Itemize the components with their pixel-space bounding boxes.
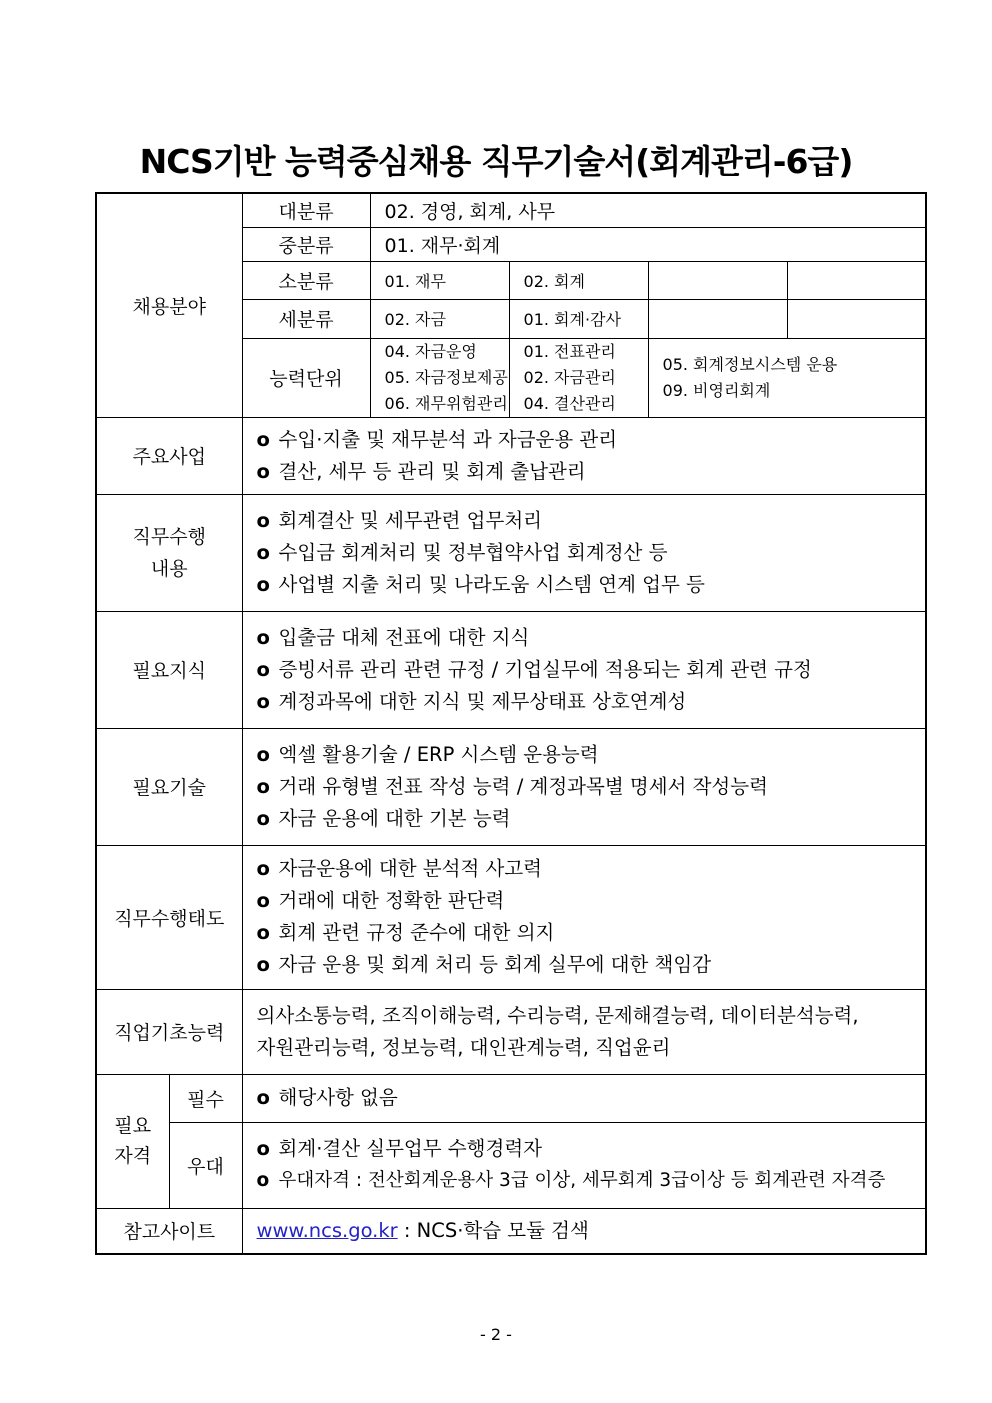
bullet-icon: o xyxy=(256,742,270,766)
reference-label: 참고사이트 xyxy=(96,1208,242,1254)
bullet-icon: o xyxy=(256,921,270,944)
bullet-icon: o xyxy=(256,774,270,798)
detail-value-2: 01. 회계·감사 xyxy=(509,299,648,338)
minor-empty-1 xyxy=(648,261,787,299)
list-item: o 회계·결산 실무업무 수행경력자 xyxy=(257,1133,916,1165)
page-number: - 2 - xyxy=(480,1325,512,1344)
minor-empty-2 xyxy=(787,261,926,299)
unit-item: 06. 재무위험관리 xyxy=(384,393,508,413)
ncs-link[interactable]: www.ncs.go.kr xyxy=(256,1218,398,1242)
unit-item: 02. 자금관리 xyxy=(523,367,616,387)
bullet-icon: o xyxy=(256,1086,270,1109)
required-list xyxy=(242,1074,926,1122)
list-item: o 우대자격 : 전산회계운용사 3급 이상, 세무회계 3급이상 등 회계관련 자격증 xyxy=(257,1165,916,1197)
list-item: o 거래 유형별 전표 작성 능력 / 계정과목별 명세서 작성능력 xyxy=(257,771,916,803)
major-value: 02. 경영, 회계, 사무 xyxy=(370,193,926,227)
bullet-icon: o xyxy=(256,459,270,483)
unit-item: 04. 자금운영 xyxy=(384,341,477,361)
bullet-icon: o xyxy=(256,657,270,681)
list-item: o 결산, 세무 등 관리 및 회계 출납관리 xyxy=(257,456,916,488)
job-description-table xyxy=(95,192,927,1255)
skills-label: 필요기술 xyxy=(96,728,242,845)
minor-value-2: 02. 회계 xyxy=(509,261,648,299)
minor-value-1: 01. 재무 xyxy=(370,261,509,299)
attitude-label: 직무수행태도 xyxy=(96,845,242,989)
unit-item: 04. 결산관리 xyxy=(523,393,616,413)
bullet-icon: o xyxy=(256,427,270,451)
bullet-icon: o xyxy=(256,1170,270,1191)
basic-ability-label: 직업기초능력 xyxy=(96,989,242,1074)
list-item: o 자금 운용에 대한 기본 능력 xyxy=(257,803,916,835)
list-item: o 수입금 회계처리 및 정부협약사업 회계정산 등 xyxy=(257,537,916,569)
qualification-label: 필요 자격 xyxy=(96,1074,169,1208)
list-item: o 증빙서류 관리 관련 규정 / 기업실무에 적용되는 회계 관련 규정 xyxy=(257,654,916,686)
document-title: NCS기반 능력중심채용 직무기술서(회계관리-6급) xyxy=(139,142,853,181)
units-col-1 xyxy=(370,338,509,417)
major-label: 대분류 xyxy=(242,193,370,227)
required-label: 필수 xyxy=(169,1074,242,1122)
duties-label: 직무수행 내용 xyxy=(96,494,242,611)
reference-text: : NCS·학습 모듈 검색 xyxy=(397,1218,589,1242)
attitude-list xyxy=(242,845,926,989)
detail-empty-2 xyxy=(787,299,926,338)
bullet-icon: o xyxy=(256,953,270,976)
bullet-icon: o xyxy=(256,889,270,912)
detail-value-1: 02. 자금 xyxy=(370,299,509,338)
units-col-2 xyxy=(509,338,648,417)
bullet-icon: o xyxy=(256,625,270,649)
bullet-icon: o xyxy=(256,540,270,564)
middle-value: 01. 재무·회계 xyxy=(370,227,926,261)
list-item: o 수입·지출 및 재무분석 과 자금운용 관리 xyxy=(257,424,916,456)
minor-label: 소분류 xyxy=(242,261,370,299)
unit-item: 05. 회계정보시스템 운용 xyxy=(662,354,838,374)
unit-label: 능력단위 xyxy=(242,338,370,417)
bullet-icon: o xyxy=(256,508,270,532)
list-item: o 해당사항 없음 xyxy=(257,1082,916,1114)
unit-item: 05. 자금정보제공 xyxy=(384,367,508,387)
list-item: o 거래에 대한 정확한 판단력 xyxy=(257,885,916,917)
knowledge-label: 필요지식 xyxy=(96,611,242,728)
business-label: 주요사업 xyxy=(96,417,242,494)
list-item: o 입출금 대체 전표에 대한 지식 xyxy=(257,622,916,654)
detail-label: 세분류 xyxy=(242,299,370,338)
field-label: 채용분야 xyxy=(96,193,242,417)
duties-list xyxy=(242,494,926,611)
basic-ability-text: 의사소통능력, 조직이해능력, 수리능력, 문제해결능력, 데이터분석능력, 자원관리능력, 정보능력, 대인관계능력, 직업윤리 xyxy=(242,989,926,1074)
skills-list xyxy=(242,728,926,845)
list-item: o 계정과목에 대한 지식 및 제무상태표 상호연계성 xyxy=(257,686,916,718)
detail-empty-1 xyxy=(648,299,787,338)
knowledge-list xyxy=(242,611,926,728)
list-item: o 자금운용에 대한 분석적 사고력 xyxy=(257,853,916,885)
business-list xyxy=(242,417,926,494)
list-item: o 회계결산 및 세무관련 업무처리 xyxy=(257,505,916,537)
bullet-icon: o xyxy=(256,806,270,830)
preferred-list xyxy=(242,1122,926,1208)
list-item: o 회계 관련 규정 준수에 대한 의지 xyxy=(257,917,916,949)
bullet-icon: o xyxy=(256,689,270,713)
unit-item: 09. 비영리회계 xyxy=(662,380,771,400)
reference-value xyxy=(242,1208,926,1254)
unit-item: 01. 전표관리 xyxy=(523,341,616,361)
bullet-icon: o xyxy=(256,572,270,596)
list-item: o 엑셀 활용기술 / ERP 시스템 운용능력 xyxy=(257,739,916,771)
units-col-3 xyxy=(648,338,926,417)
bullet-icon: o xyxy=(256,1137,270,1160)
list-item: o 자금 운용 및 회계 처리 등 회계 실무에 대한 책임감 xyxy=(257,949,916,981)
bullet-icon: o xyxy=(256,857,270,880)
list-item: o 사업별 지출 처리 및 나라도움 시스템 연계 업무 등 xyxy=(257,569,916,601)
middle-label: 중분류 xyxy=(242,227,370,261)
preferred-label: 우대 xyxy=(169,1122,242,1208)
